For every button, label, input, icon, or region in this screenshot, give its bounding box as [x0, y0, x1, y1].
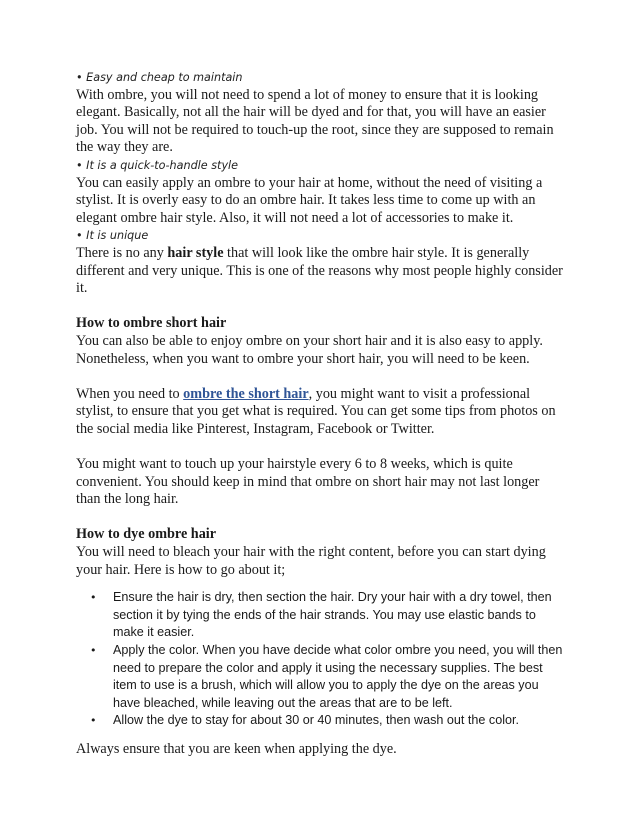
subheading-easy-cheap: • Easy and cheap to maintain	[76, 71, 243, 84]
hair-style-bold-text: hair style	[167, 244, 224, 261]
list-item-text: Ensure the hair is dry, then section the hair. Dry your hair with a dry towel, then section it by tying the ends of the hair strands. You may use elastic bands to make it easier.	[113, 590, 552, 640]
heading-ombre-short-hair: How to ombre short hair	[76, 315, 227, 332]
bullet-icon: •	[90, 591, 97, 605]
stylist-text-start: When you need to	[76, 385, 184, 402]
spacer	[76, 509, 566, 527]
stylist-text-end: , you might want to visit a professional stylist, to ensure that you get what is required. You can get some tips from photos on the social media like Pinterest, Instagram, Facebook or Twitter.	[76, 385, 556, 437]
paragraph-unique	[76, 245, 566, 298]
ombre-short-hair-link[interactable]: ombre the short hair	[183, 385, 309, 402]
spacer	[76, 438, 566, 456]
document-body	[76, 69, 566, 759]
list-item-text: Allow the dye to stay for about 30 or 40 minutes, then wash out the color.	[113, 713, 520, 728]
paragraph-easy-cheap: With ombre, you will not need to spend a lot of money to ensure that it is looking elegant. Basically, not all the hair will be dyed and for that, you will have an easier job. You will not be required to touch-up the root, since they are supposed to remain the way they are.	[76, 86, 554, 156]
bullet-icon: •	[90, 714, 97, 728]
paragraph-dye-intro: You will need to bleach your hair with the right content, before you can start dying your hair. Here is how to go about it;	[76, 544, 546, 578]
subheading-quick-style: • It is a quick-to-handle style	[76, 158, 239, 172]
list-item	[76, 712, 566, 730]
paragraph-short-hair-intro: You can also be able to enjoy ombre on your short hair and it is also easy to apply. Nonetheless, when you want to ombre your short hair, you will need to be keen.	[76, 332, 543, 367]
list-item	[76, 642, 566, 712]
unique-text-end: that will look like the ombre hair style. It is generally different and very unique. This is one of the reasons why most people highly consider it.	[76, 244, 563, 297]
list-item	[76, 589, 566, 642]
heading-dye-ombre-hair: How to dye ombre hair	[76, 526, 217, 543]
list-item-text: Apply the color. When you have decide what color ombre you need, you will then need to prepare the color and apply it using the necessary supplies. The best item to use is a brush, which will allow you to apply the dye on the areas you have bleached, while leaving out the areas that are to be left.	[113, 643, 563, 710]
paragraph-closing: Always ensure that you are keen when applying the dye.	[76, 740, 397, 757]
paragraph-quick-style: You can easily apply an ombre to your hair at home, without the need of visiting a stylist. It is overly easy to do an ombre hair. It takes less time to come up with an elegant ombre hair style. Also, it will not need a lot of accessories to make it.	[76, 174, 543, 226]
paragraph-short-hair-stylist	[76, 386, 566, 439]
subheading-unique: • It is unique	[76, 229, 149, 243]
spacer	[76, 298, 566, 316]
paragraph-touch-up: You might want to touch up your hairstyle every 6 to 8 weeks, which is quite convenient. You should keep in mind that ombre on short hair may not last longer than the long hair.	[76, 456, 540, 508]
dye-steps-list	[76, 589, 566, 730]
spacer	[76, 368, 566, 386]
bullet-icon: •	[90, 644, 97, 657]
unique-text-start: There is no any	[76, 244, 168, 261]
